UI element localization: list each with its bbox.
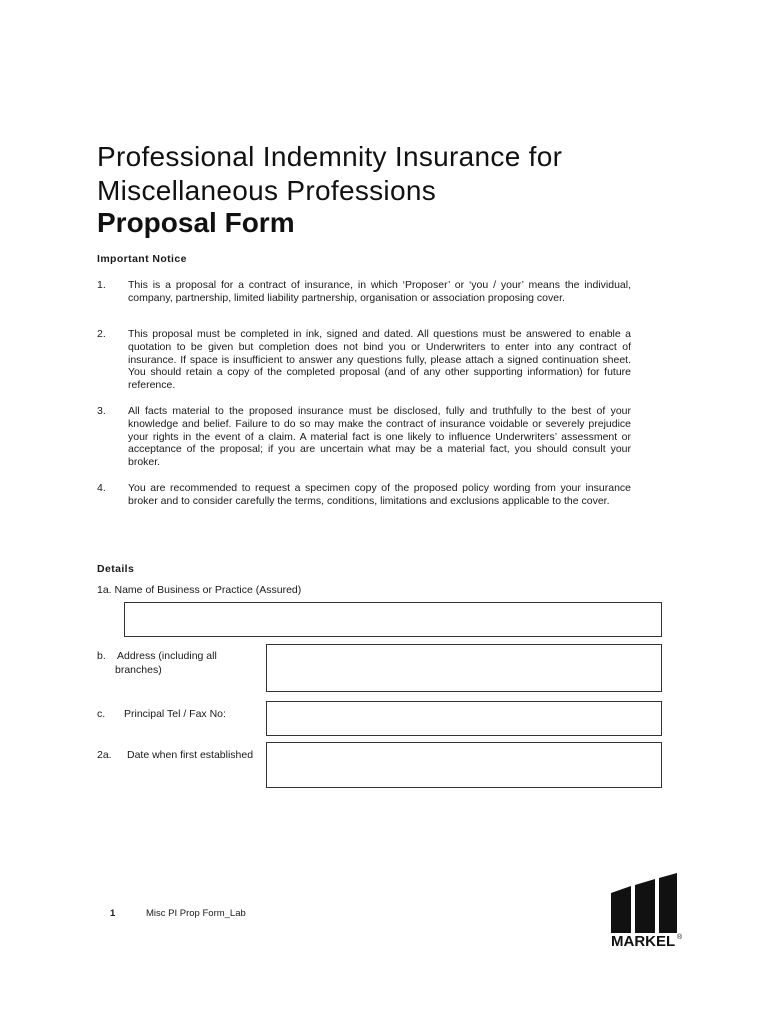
markel-logo-icon bbox=[611, 873, 679, 933]
established-date-field[interactable] bbox=[266, 742, 662, 788]
address-number: b. bbox=[97, 650, 106, 662]
details-heading: Details bbox=[97, 563, 135, 575]
notice-item-number: 2. bbox=[97, 328, 106, 340]
address-label: Address (including all bbox=[117, 650, 217, 662]
address-field[interactable] bbox=[266, 644, 662, 692]
notice-item-text: All facts material to the proposed insurance must be disclosed, fully and truthfully to the best of your knowledge and belief. Failure to do so may make the contract of insurance voidable or severely prejudice your rights in the event of a claim. A material fact is one likely to influence Underwriters’ assessment or acceptance of the proposal; if you are uncertain what may be a material fact, you should consult your broker. bbox=[128, 405, 631, 469]
tel-fax-label: Principal Tel / Fax No: bbox=[124, 708, 226, 720]
notice-item-number: 4. bbox=[97, 482, 106, 494]
notice-item-number: 1. bbox=[97, 279, 106, 291]
markel-logo bbox=[611, 873, 683, 953]
page-title: Proposal Form bbox=[97, 207, 295, 238]
title-line-2: Miscellaneous Professions bbox=[97, 175, 436, 206]
notice-item-text: You are recommended to request a specimen copy of the proposed policy wording from your insurance broker and to consider carefully the terms, conditions, limitations and exclusions applicable to the cover. bbox=[128, 482, 631, 507]
business-name-label: 1a. Name of Business or Practice (Assured) bbox=[97, 584, 302, 596]
logo-wordmark: MARKEL bbox=[611, 933, 676, 950]
established-number: 2a. bbox=[97, 749, 112, 761]
address-label-continued: branches) bbox=[115, 664, 162, 676]
notice-heading: Important Notice bbox=[97, 253, 187, 265]
title-line-1: Professional Indemnity Insurance for bbox=[97, 141, 563, 172]
document-reference: Misc PI Prop Form_Lab bbox=[146, 908, 246, 919]
business-name-field[interactable] bbox=[124, 602, 662, 637]
notice-item-text: This proposal must be completed in ink, signed and dated. All questions must be answered to enable a quotation to be given but completion does not bind you or Underwriters to enter into any contract of insurance. If space is insufficient to answer any questions fully, please attach a signed continuation sheet. You should retain a copy of the completed proposal (and of any other supporting information) for future reference. bbox=[128, 328, 631, 392]
established-label: Date when first established bbox=[127, 749, 254, 761]
page-number: 1 bbox=[110, 908, 116, 919]
notice-item-text: This is a proposal for a contract of insurance, in which ‘Proposer’ or ‘you / your’ means the individual, company, partnership, limited liability partnership, organisation or association proposing cover. bbox=[128, 279, 631, 304]
tel-fax-field[interactable] bbox=[266, 701, 662, 736]
registered-mark: ® bbox=[677, 934, 683, 941]
notice-item-number: 3. bbox=[97, 405, 106, 417]
tel-fax-number: c. bbox=[97, 708, 106, 720]
